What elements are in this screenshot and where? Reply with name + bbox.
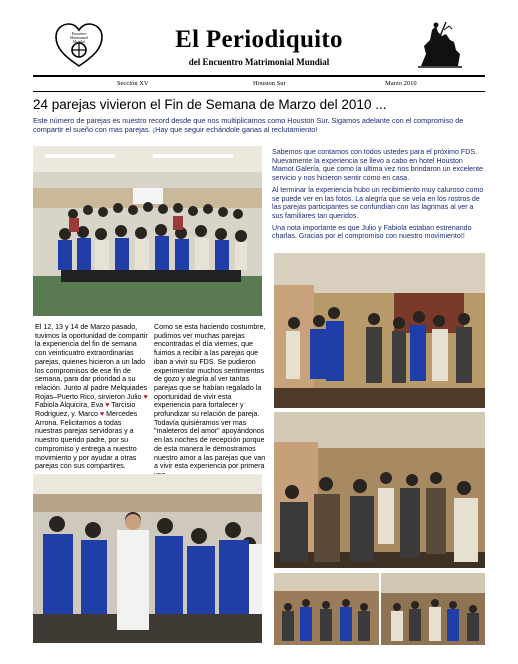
issue-info-row — [33, 79, 485, 91]
masthead-rule — [33, 75, 485, 77]
area-label: Houston Sur — [253, 80, 286, 87]
reception-photo — [274, 412, 485, 568]
column-left-text-2: Fabiola Alquicira, Eva — [35, 401, 104, 410]
info-rule — [33, 91, 485, 92]
column-right-paragraph-2: Al terminar la experiencia hubo un recibimiento muy caluroso como se puede ver en las fotos. La alegría que se veía en los rostros de las parejas participantes se confundían con las lagrimas al ver a sus familiares tan queridos. — [272, 185, 484, 220]
article-headline: 24 parejas vivieron el Fin de Semana de Marzo del 2010 ... — [33, 97, 387, 112]
heart-icon: ♥ — [105, 401, 110, 410]
masthead-title: El Periodiquito — [175, 26, 343, 53]
svg-text:Mundial: Mundial — [72, 40, 86, 44]
issue-date: Marzo 2010 — [385, 80, 417, 87]
article-column-right — [272, 148, 484, 244]
article-column-left — [35, 323, 148, 471]
team-photo — [33, 474, 262, 643]
heart-icon: ♥ — [99, 410, 105, 419]
heart-icon: ♥ — [143, 392, 148, 401]
column-right-paragraph-1: Sabemos que contamos con todos ustedes para el próximo FDS. Nuevamente la experiencia se llevo a cabo en hotel Houston Mamot Galería, que como la ultima vez nos brindaron un excelente servicio y nos hicieron sentir como en casa. — [272, 148, 483, 183]
column-left-text-1: El 12, 13 y 14 de Marzo pasado, tuvimos la oportunidad de compartir la experiencia del fin de semana con veinticuatro extraordinarias parejas, quienes hicieron a un lado los compromisos de ese fin de semana, para dar prioridad a su relación. Junto al padre Melquiades Rojas–Puerto Rico, sirvieron Julio — [35, 323, 148, 401]
column-right-paragraph-3: Una nota importante es que Julio y Fabiola estaban estrenando charlas. Gracias por el compromiso con nuestro movimiento!! — [272, 223, 472, 241]
don-quixote-knight-icon — [416, 20, 464, 70]
reception-photo — [274, 253, 485, 408]
article-column-middle: Como se esta haciendo costumbre, pudimos ver muchas parejas encontradas el día viernes, que fuimos a recibir a las parejas que iban a vivir su FDS. Se pudieron experimentar muchos sentimientos de gozo y alegría al ver tantas parejas que se habían regalado la oportunidad de vivir esta experiencia para fortalecer y profundizar su relación de pareja. Todavía quisiéramos ver mas "maleteros del amor" apoyándonos en las noches de recepción porque de esta manera le demostramos nuestro amor a las parejas que van a vivir esta experiencia por primera — [154, 323, 266, 471]
column-left-text-3: Tarcisio Rodriguez, y. Marco — [35, 401, 136, 419]
masthead-subtitle: del Encuentro Matrimonial Mundial — [188, 57, 330, 67]
svg-text:Matrimonial: Matrimonial — [69, 36, 89, 40]
group-photo — [33, 146, 262, 316]
small-photo — [381, 573, 485, 645]
article-intro: Este número de parejas es nuestro record desde que nos multiplicamos como Houston Sur. Sigamos adelante con el compromiso de compartir el sueño con mas parejas. ¡Hay que seguir echándole ganas al reclutamiento! — [33, 116, 464, 135]
svg-text:Encuentro: Encuentro — [71, 32, 87, 36]
column-left-text-4: Mercedes Arrona. Felicitamos a todas nuestras parejas servidoras y a nuestro querido padre, por su compromiso y entrega a nuestro movimiento y por ayudar a otras parejas con sus compartires. — [35, 410, 138, 471]
section-label: Sección XV — [117, 80, 149, 87]
encuentro-logo-icon — [54, 22, 104, 68]
small-photo — [274, 573, 379, 645]
